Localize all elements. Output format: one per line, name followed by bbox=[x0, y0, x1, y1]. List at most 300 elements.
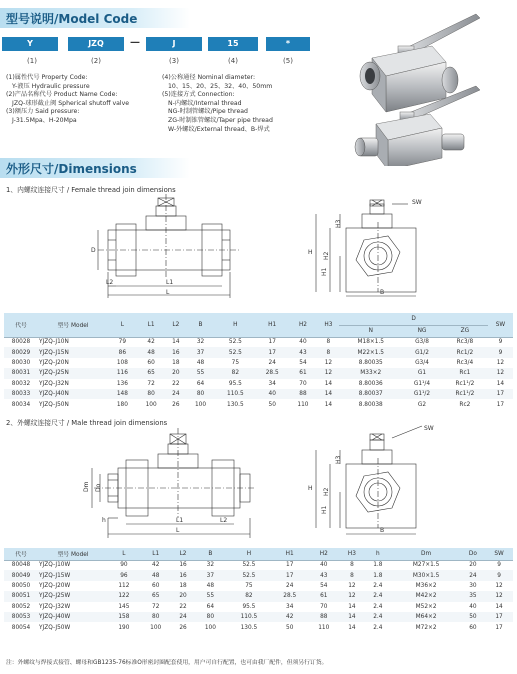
table-cell: 65 bbox=[137, 368, 166, 378]
table-cell: 50 bbox=[286, 624, 294, 631]
col-header: h bbox=[364, 548, 391, 560]
table-row bbox=[4, 602, 513, 612]
table-cell: 52.5 bbox=[242, 562, 256, 569]
desc-line: NG-时制管螺纹/Pipe thread bbox=[168, 108, 248, 116]
table-cell: YJZQ-J10N bbox=[39, 339, 69, 346]
table-cell: 80034 bbox=[11, 401, 31, 408]
dim-label-b: B bbox=[380, 289, 385, 296]
table-cell: M64×2 bbox=[391, 612, 460, 622]
table-cell: M22×1.5 bbox=[339, 347, 402, 357]
table-cell: 158 bbox=[108, 612, 140, 622]
dim-label-h1: H1 bbox=[321, 267, 328, 276]
table-cell: 50 bbox=[461, 612, 485, 622]
female-front-drawing bbox=[88, 194, 248, 302]
table-cell: 88 bbox=[308, 612, 340, 622]
dim-label-h2: H2 bbox=[323, 487, 330, 496]
code-number-5: (5) bbox=[283, 57, 293, 65]
dim-label-l1: L1 bbox=[176, 517, 184, 524]
col-header: Do bbox=[461, 548, 485, 560]
table-cell: 72 bbox=[147, 380, 155, 387]
table-cell: G1/2 bbox=[402, 347, 442, 357]
table-cell: YJZQ-J10W bbox=[39, 562, 71, 569]
table-cell: 35 bbox=[461, 591, 485, 601]
table-cell: 80 bbox=[140, 612, 172, 622]
dim-label-h2: H2 bbox=[323, 251, 330, 260]
desc-line: J-31.5Mpa、H-20Mpa bbox=[12, 116, 77, 124]
table-cell: 54 bbox=[320, 582, 328, 589]
table-cell: 34 bbox=[268, 380, 276, 387]
desc-line: Y-液压 Hydraulic pressure bbox=[12, 82, 90, 90]
code-cell-5: * bbox=[266, 37, 310, 51]
table-cell: 52.5 bbox=[215, 347, 256, 357]
col-header: H2 bbox=[308, 548, 340, 560]
table-cell: 61 bbox=[289, 368, 318, 378]
table-cell: 64 bbox=[206, 603, 215, 610]
table-cell: 8.80037 bbox=[339, 389, 402, 399]
female-thread-table bbox=[4, 313, 513, 410]
desc-line: 10、15、20、25、32、40、50mm bbox=[168, 82, 273, 90]
col-header: H bbox=[226, 548, 271, 560]
table-cell: 100 bbox=[204, 624, 216, 631]
table-cell: 22 bbox=[179, 603, 187, 610]
table-cell: G3/4 bbox=[415, 359, 429, 366]
table-cell: 17 bbox=[256, 347, 289, 357]
table-cell: 2.4 bbox=[373, 624, 383, 631]
table-row bbox=[4, 399, 513, 409]
table-cell: 42 bbox=[272, 612, 308, 622]
code-cell-2: JZQ bbox=[68, 37, 124, 51]
table-cell: 14 bbox=[348, 624, 356, 631]
col-header: 代号 bbox=[4, 548, 38, 560]
desc-line: (3)额压力 Said pressure: bbox=[6, 108, 80, 116]
code-number-2: (2) bbox=[91, 57, 101, 65]
dim-label-l: L bbox=[166, 289, 170, 296]
table-row bbox=[4, 347, 513, 357]
dim-label-h1: H1 bbox=[321, 505, 328, 514]
table-cell: 16 bbox=[179, 562, 187, 569]
code-cell-1: Y bbox=[2, 37, 58, 51]
table-cell: 65 bbox=[140, 591, 172, 601]
table-cell: 14 bbox=[348, 603, 356, 610]
table-cell: M72×2 bbox=[415, 624, 437, 631]
female-side-drawing bbox=[296, 192, 446, 302]
col-header: H2 bbox=[289, 313, 318, 337]
table-cell: 52.5 bbox=[228, 339, 242, 346]
table-cell: 18 bbox=[179, 582, 187, 589]
col-header: 型号 Model bbox=[38, 548, 108, 560]
table-cell: 50 bbox=[268, 401, 276, 408]
table-cell: 64 bbox=[196, 380, 205, 387]
table-row bbox=[4, 560, 513, 570]
table-cell: 80050 bbox=[11, 582, 31, 589]
table-row bbox=[4, 379, 513, 389]
table-row bbox=[4, 612, 513, 622]
table-cell: 17 bbox=[495, 624, 503, 631]
table-cell: 26 bbox=[172, 401, 180, 408]
table-cell: Rc3/4 bbox=[456, 359, 474, 366]
col-header: L2 bbox=[172, 548, 195, 560]
table-cell: 20 bbox=[166, 368, 187, 378]
table-cell: 24 bbox=[268, 359, 276, 366]
table-cell: 12 bbox=[488, 368, 513, 378]
table-cell: 55 bbox=[186, 368, 215, 378]
table-cell: 9 bbox=[498, 339, 503, 346]
table-cell: 40 bbox=[256, 389, 289, 399]
table-cell: 110.5 bbox=[226, 612, 271, 622]
table-cell: 2.4 bbox=[373, 582, 383, 589]
table-cell: 24 bbox=[461, 570, 485, 580]
table-cell: 9 bbox=[485, 570, 513, 580]
col-header: H3 bbox=[317, 313, 339, 337]
table-cell: 60 bbox=[147, 359, 155, 366]
table-cell: 17 bbox=[488, 389, 513, 399]
table-cell: M52×2 bbox=[415, 603, 437, 610]
model-code-desc-left bbox=[6, 74, 129, 126]
table-cell: YJZQ-J25N bbox=[38, 368, 108, 378]
table-cell: 8.80035 bbox=[358, 359, 383, 366]
table-cell: 14 bbox=[317, 389, 339, 399]
code-number-1: (1) bbox=[27, 57, 37, 65]
table-cell: 8 bbox=[326, 339, 331, 346]
table-cell: 96 bbox=[108, 570, 140, 580]
table-cell: 48 bbox=[196, 359, 205, 366]
table-cell: 17 bbox=[268, 339, 276, 346]
desc-line: (2)产品名称代号 Product Name Code: bbox=[6, 91, 118, 99]
table-cell: YJZQ-J15N bbox=[38, 347, 108, 357]
table-cell: G2 bbox=[417, 401, 427, 408]
table-cell: 32 bbox=[206, 562, 215, 569]
table-cell: 18 bbox=[172, 359, 180, 366]
table-cell: YJZQ-J40N bbox=[38, 389, 108, 399]
table-cell: 24 bbox=[286, 582, 294, 589]
table-cell: M18×1.5 bbox=[357, 339, 384, 346]
model-code-row bbox=[0, 37, 310, 51]
table-cell: 8.80038 bbox=[358, 401, 383, 408]
col-header: 型号 Model bbox=[38, 313, 108, 337]
table-cell: 17 bbox=[272, 570, 308, 580]
dim-label-l2: L2 bbox=[220, 517, 228, 524]
table-cell: 12 bbox=[340, 591, 364, 601]
table-cell: 8 bbox=[317, 347, 339, 357]
table-cell: Rc2 bbox=[459, 401, 471, 408]
desc-line: (5)连接方式 Connection: bbox=[162, 91, 235, 99]
table-cell: 80054 bbox=[11, 624, 31, 631]
col-subheader: ZG bbox=[442, 325, 488, 337]
table-row bbox=[4, 622, 513, 632]
table-cell: 20 bbox=[172, 591, 195, 601]
table-cell: 80 bbox=[194, 612, 226, 622]
code-cell-4: 15 bbox=[208, 37, 258, 51]
table-cell: 80029 bbox=[4, 347, 38, 357]
table-cell: YJZQ-J50N bbox=[39, 401, 69, 408]
dim-label-h: H bbox=[308, 249, 313, 256]
table-cell: 42 bbox=[147, 339, 155, 346]
table-cell: 12 bbox=[496, 359, 505, 366]
table-cell: 60 bbox=[152, 582, 160, 589]
table-cell: 112 bbox=[118, 582, 130, 589]
table-cell: 72 bbox=[152, 603, 160, 610]
table-cell: 2.4 bbox=[373, 603, 383, 610]
table-cell: YJZQ-J40W bbox=[38, 612, 108, 622]
table-cell: 14 bbox=[495, 603, 503, 610]
col-header: L bbox=[108, 313, 137, 337]
male-table-header bbox=[4, 548, 513, 560]
col-header: Dm bbox=[391, 548, 460, 560]
table-cell: 14 bbox=[496, 380, 505, 387]
desc-line: ZG-时制锥管螺纹/Taper pipe thread bbox=[168, 116, 273, 124]
table-cell: YJZQ-J20N bbox=[39, 359, 69, 366]
table-cell: YJZQ-J15W bbox=[38, 570, 108, 580]
female-thread-title: 1、内螺纹连接尺寸 / Female thread join dimensions bbox=[6, 186, 176, 194]
table-cell: 2.4 bbox=[364, 612, 391, 622]
table-cell: 100 bbox=[194, 401, 207, 408]
dim-label-l2: L2 bbox=[106, 279, 114, 286]
male-front-drawing bbox=[80, 428, 260, 540]
table-cell: 110 bbox=[297, 401, 309, 408]
male-side-drawing bbox=[296, 424, 446, 540]
col-header: B bbox=[186, 313, 215, 337]
dim-label-do: Do bbox=[95, 483, 102, 492]
model-code-header bbox=[0, 8, 190, 28]
table-cell: 16 bbox=[172, 570, 195, 580]
col-header: L1 bbox=[140, 548, 172, 560]
table-cell: 14 bbox=[340, 612, 364, 622]
desc-line: JZQ-球形截止阀 Spherical shutoff valve bbox=[12, 99, 130, 107]
table-cell: 180 bbox=[116, 401, 128, 408]
table-row bbox=[4, 570, 513, 580]
table-cell: 40 bbox=[299, 339, 307, 346]
model-code-title: 型号说明/Model Code bbox=[6, 12, 138, 26]
table-cell: YJZQ-J25W bbox=[38, 591, 108, 601]
table-cell: Rc1 bbox=[442, 368, 488, 378]
table-cell: 22 bbox=[172, 380, 180, 387]
dim-label-b: B bbox=[380, 527, 385, 534]
table-cell: 17 bbox=[496, 401, 505, 408]
table-cell: YJZQ-J20W bbox=[39, 582, 71, 589]
table-cell: 52.5 bbox=[226, 570, 271, 580]
table-cell: 1.8 bbox=[364, 570, 391, 580]
table-cell: 90 bbox=[120, 562, 128, 569]
table-cell: 8.80036 bbox=[358, 380, 383, 387]
code-cell-3: J bbox=[146, 37, 202, 51]
col-header: 代号 bbox=[4, 313, 38, 337]
table-cell: 12 bbox=[348, 582, 356, 589]
table-cell: 37 bbox=[194, 570, 226, 580]
dim-label-sw: SW bbox=[412, 199, 422, 206]
table-cell: Rc1¹/2 bbox=[455, 380, 475, 387]
table-cell: 80051 bbox=[4, 591, 38, 601]
col-header: H bbox=[215, 313, 256, 337]
table-cell: YJZQ-J32N bbox=[39, 380, 69, 387]
table-cell: 9 bbox=[497, 562, 501, 569]
table-cell: 130.5 bbox=[240, 624, 258, 631]
table-cell: 110.5 bbox=[215, 389, 256, 399]
col-header: H1 bbox=[272, 548, 308, 560]
table-cell: 80032 bbox=[11, 380, 31, 387]
table-cell: 80049 bbox=[4, 570, 38, 580]
table-cell: 14 bbox=[324, 380, 333, 387]
dim-label-h3: H3 bbox=[335, 219, 342, 228]
table-cell: M27×1.5 bbox=[412, 562, 440, 569]
table-cell: G1¹/2 bbox=[402, 389, 442, 399]
table-cell: 48 bbox=[137, 347, 166, 357]
col-header: L bbox=[108, 548, 140, 560]
table-cell: 20 bbox=[469, 562, 477, 569]
table-cell: 26 bbox=[179, 624, 187, 631]
table-cell: 8 bbox=[350, 562, 354, 569]
table-cell: 1.8 bbox=[373, 562, 383, 569]
table-row bbox=[4, 358, 513, 368]
table-cell: 17 bbox=[485, 612, 513, 622]
table-cell: 28.5 bbox=[256, 368, 289, 378]
table-cell: 80031 bbox=[4, 368, 38, 378]
table-cell: 54 bbox=[299, 359, 307, 366]
table-cell: 80052 bbox=[11, 603, 31, 610]
table-cell: 116 bbox=[108, 368, 137, 378]
col-header: H3 bbox=[340, 548, 364, 560]
table-cell: 12 bbox=[495, 582, 503, 589]
table-cell: 43 bbox=[308, 570, 340, 580]
table-cell: M36×2 bbox=[415, 582, 437, 589]
table-cell: 110 bbox=[318, 624, 330, 631]
table-cell: Rc3/8 bbox=[456, 339, 474, 346]
table-row bbox=[4, 591, 513, 601]
table-cell: 30 bbox=[469, 582, 477, 589]
table-cell: 86 bbox=[108, 347, 137, 357]
table-cell: 55 bbox=[194, 591, 226, 601]
table-cell: 190 bbox=[118, 624, 130, 631]
dimensions-title: 外形尺寸/Dimensions bbox=[6, 162, 137, 176]
desc-line: W-外螺纹/External thread、B-焊式 bbox=[168, 125, 270, 133]
table-cell: 95.5 bbox=[228, 380, 242, 387]
table-cell: G1 bbox=[402, 368, 442, 378]
table-cell: 95.5 bbox=[242, 603, 256, 610]
table-cell: 108 bbox=[116, 359, 128, 366]
table-cell: 24 bbox=[172, 612, 195, 622]
table-cell: 80 bbox=[137, 389, 166, 399]
col-header: L1 bbox=[137, 313, 166, 337]
table-cell: 80053 bbox=[4, 612, 38, 622]
code-number-3: (3) bbox=[169, 57, 179, 65]
table-cell: G3/8 bbox=[415, 339, 429, 346]
table-row bbox=[4, 368, 513, 378]
table-cell: 42 bbox=[152, 562, 160, 569]
dim-label-sw: SW bbox=[424, 425, 434, 432]
dimensions-header bbox=[0, 158, 190, 178]
table-cell: 79 bbox=[118, 339, 127, 346]
table-cell: 34 bbox=[286, 603, 294, 610]
table-cell: 16 bbox=[166, 347, 187, 357]
table-row bbox=[4, 389, 513, 399]
table-cell: 80048 bbox=[11, 562, 31, 569]
table-cell: 80030 bbox=[11, 359, 31, 366]
table-cell: 9 bbox=[488, 347, 513, 357]
table-cell: 75 bbox=[245, 582, 253, 589]
table-cell: 70 bbox=[320, 603, 328, 610]
table-cell: 100 bbox=[145, 401, 157, 408]
dim-label-dm: Dm bbox=[83, 481, 90, 492]
dim-label-l: L bbox=[176, 527, 180, 534]
footnote: 注：外螺纹与焊接式接管、螺母和GB1235-76标准O形密封圈配套使用，用户可自行配置，也可由我厂配件，但须另行订货。 bbox=[6, 660, 328, 666]
desc-line: (4)公称通径 Nominal diameter: bbox=[162, 74, 256, 81]
table-cell: 80028 bbox=[11, 339, 31, 346]
table-cell: 12 bbox=[317, 368, 339, 378]
col-header: SW bbox=[485, 548, 513, 560]
col-header: SW bbox=[488, 313, 513, 337]
table-cell: 80033 bbox=[4, 389, 38, 399]
table-cell: 48 bbox=[140, 570, 172, 580]
male-thread-table bbox=[4, 548, 513, 633]
table-cell: 82 bbox=[226, 591, 271, 601]
code-dash: — bbox=[130, 37, 140, 48]
table-cell: 17 bbox=[286, 562, 294, 569]
table-cell: 88 bbox=[289, 389, 318, 399]
valve-photo bbox=[328, 6, 508, 166]
table-cell: 148 bbox=[108, 389, 137, 399]
table-row bbox=[4, 337, 513, 347]
code-number-4: (4) bbox=[228, 57, 238, 65]
table-cell: 37 bbox=[186, 347, 215, 357]
table-cell: YJZQ-J50W bbox=[39, 624, 71, 631]
table-cell: Rc1¹/2 bbox=[442, 389, 488, 399]
table-cell: 136 bbox=[116, 380, 128, 387]
table-cell: 24 bbox=[166, 389, 187, 399]
table-cell: 14 bbox=[324, 401, 333, 408]
table-cell: 40 bbox=[469, 603, 477, 610]
dim-label-h: H bbox=[308, 485, 313, 492]
table-cell: 70 bbox=[299, 380, 307, 387]
table-cell: 145 bbox=[118, 603, 130, 610]
col-subheader: NG bbox=[402, 325, 442, 337]
table-cell: 80 bbox=[186, 389, 215, 399]
desc-line: N-内螺纹/Internal thread bbox=[168, 99, 242, 107]
col-header: L2 bbox=[166, 313, 187, 337]
table-cell: 130.5 bbox=[227, 401, 244, 408]
col-subheader: N bbox=[339, 325, 402, 337]
table-row bbox=[4, 581, 513, 591]
table-cell: G1¹/4 bbox=[413, 380, 431, 387]
table-cell: 8 bbox=[340, 570, 364, 580]
col-header: B bbox=[194, 548, 226, 560]
table-cell: 75 bbox=[231, 359, 240, 366]
table-cell: M33×2 bbox=[339, 368, 402, 378]
table-cell: 14 bbox=[172, 339, 180, 346]
dim-label-h-small: h bbox=[102, 517, 106, 524]
model-code-desc-right bbox=[162, 74, 273, 134]
table-cell: M30×1.5 bbox=[391, 570, 460, 580]
table-cell: 60 bbox=[469, 624, 477, 631]
table-cell: 12 bbox=[324, 359, 333, 366]
table-cell: 32 bbox=[196, 339, 205, 346]
table-cell: 61 bbox=[308, 591, 340, 601]
table-cell: M42×2 bbox=[391, 591, 460, 601]
col-header: H1 bbox=[256, 313, 289, 337]
col-header: D bbox=[339, 313, 487, 325]
table-cell: 2.4 bbox=[364, 591, 391, 601]
dim-label-d: D bbox=[91, 247, 96, 254]
table-cell: 28.5 bbox=[272, 591, 308, 601]
table-cell: Rc1/2 bbox=[442, 347, 488, 357]
table-cell: 48 bbox=[206, 582, 215, 589]
male-thread-title: 2、外螺纹连接尺寸 / Male thread join dimensions bbox=[6, 419, 168, 427]
table-cell: YJZQ-J32W bbox=[39, 603, 71, 610]
female-table-header bbox=[4, 313, 513, 325]
table-cell: 40 bbox=[320, 562, 328, 569]
table-cell: 12 bbox=[485, 591, 513, 601]
table-cell: 122 bbox=[108, 591, 140, 601]
dim-label-l1: L1 bbox=[166, 279, 174, 286]
table-cell: 100 bbox=[150, 624, 162, 631]
